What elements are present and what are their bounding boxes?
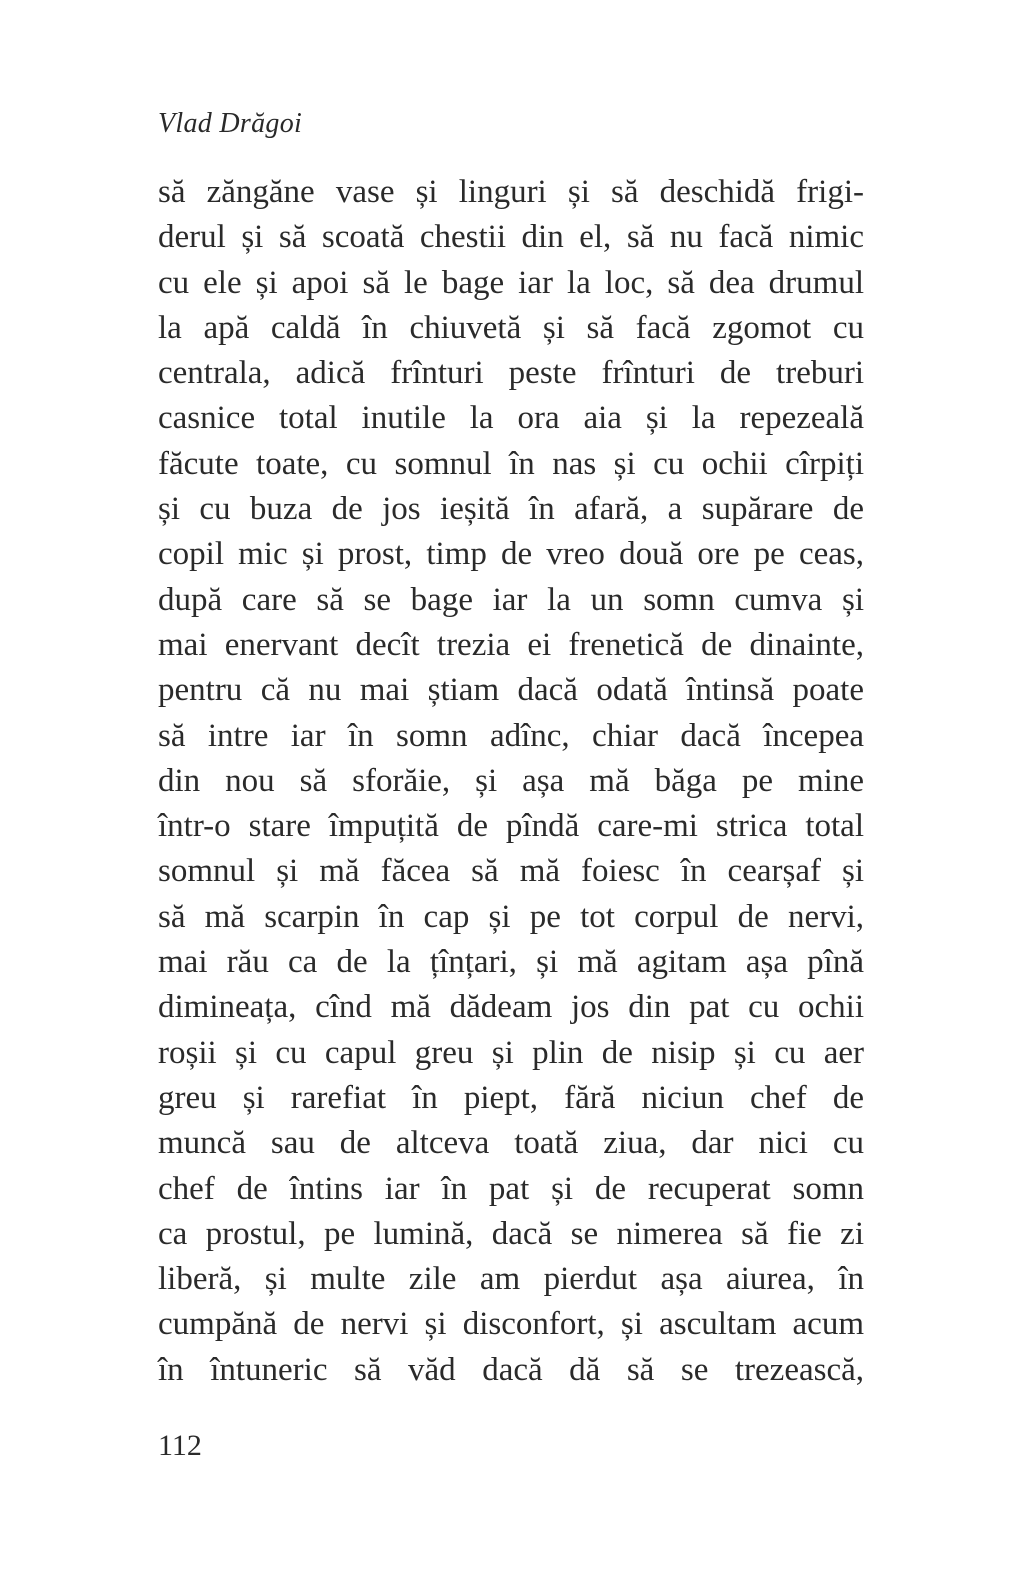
text-line: muncă sau de altceva toată ziua, dar nici cu (158, 1125, 864, 1162)
text-line: mai rău ca de la țînțari, și mă agitam așa pînă (158, 944, 864, 981)
text-line: ca prostul, pe lumină, dacă se nimerea să fie zi (158, 1215, 864, 1252)
text-line: din nou să sforăie, și așa mă băga pe mine (158, 762, 864, 799)
text-line: greu și rarefiat în piept, fără niciun chef de (158, 1079, 864, 1116)
text-line: copil mic și prost, timp de vreo două ore pe ceas, (158, 536, 864, 573)
text-line: mai enervant decît trezia ei frenetică de dinainte, (158, 626, 864, 663)
text-line: dimineața, cînd mă dădeam jos din pat cu ochii (158, 989, 864, 1026)
text-line: roșii și cu capul greu și plin de nisip și cu aer (158, 1034, 864, 1071)
running-head-author: Vlad Drăgoi (158, 108, 303, 139)
text-line: și cu buza de jos ieșită în afară, a supărare de (158, 491, 864, 528)
text-line: făcute toate, cu somnul în nas și cu ochii cîrpiți (158, 445, 864, 482)
text-line: să intre iar în somn adînc, chiar dacă începea (158, 717, 864, 754)
text-line: liberă, și multe zile am pierdut așa aiurea, în (158, 1261, 864, 1298)
text-line: în întuneric să văd dacă dă să se trezească, (158, 1351, 864, 1388)
text-line: chef de întins iar în pat și de recuperat somn (158, 1170, 864, 1207)
text-line: să zăngăne vase și linguri și să deschidă frigi- (158, 174, 864, 210)
text-line: să mă scarpin în cap și pe tot corpul de nervi, (158, 898, 864, 935)
text-line: cumpănă de nervi și disconfort, și ascultam acum (158, 1306, 864, 1343)
text-line: cu ele și apoi să le bage iar la loc, să dea drumul (158, 264, 864, 301)
text-line: somnul și mă făcea să mă foiesc în cearșaf și (158, 853, 864, 890)
text-line: centrala, adică frînturi peste frînturi de treburi (158, 355, 864, 392)
text-line: casnice total inutile la ora aia și la repezeală (158, 400, 864, 437)
text-line: pentru că nu mai știam dacă odată întinsă poate (158, 672, 864, 709)
page-number: 112 (158, 1429, 202, 1462)
body-text (158, 170, 864, 1393)
text-line: după care să se bage iar la un somn cumva și (158, 581, 864, 618)
text-line: la apă caldă în chiuvetă și să facă zgomot cu (158, 309, 864, 346)
text-line: derul și să scoată chestii din el, să nu facă nimic (158, 219, 864, 256)
text-line: într-o stare împuțită de pîndă care-mi strica total (158, 808, 864, 845)
